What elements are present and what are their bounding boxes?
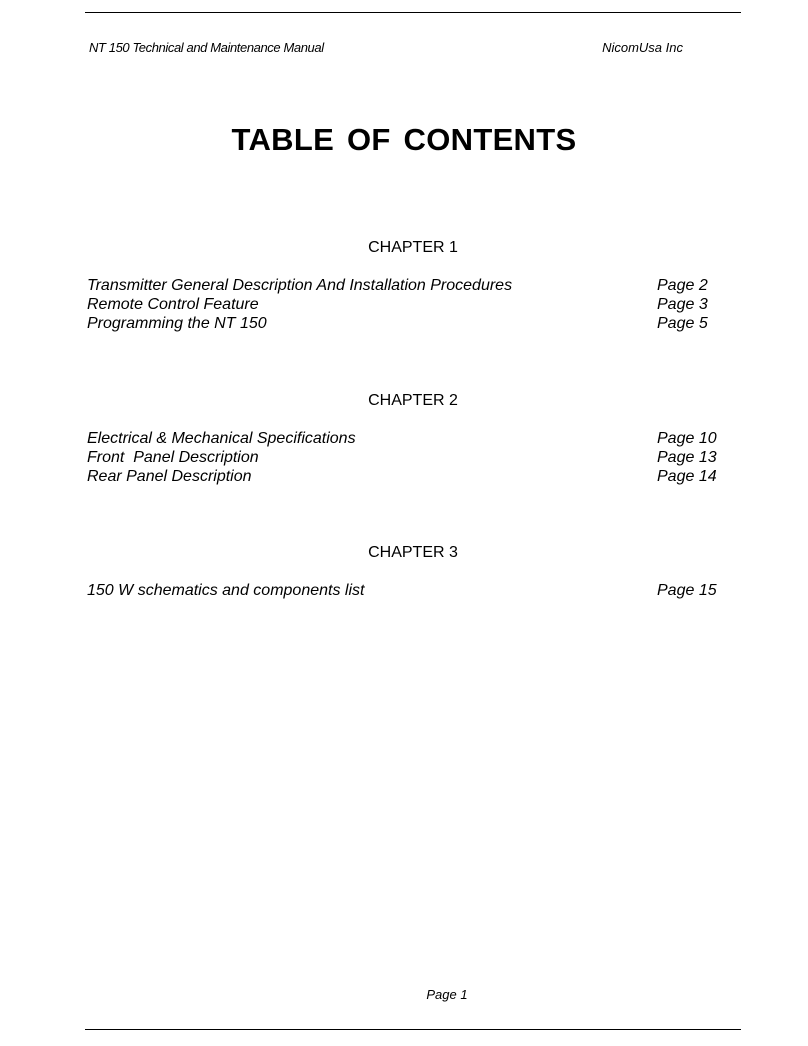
toc-entry-title: Rear Panel Description	[87, 468, 252, 485]
header-rule	[85, 12, 741, 13]
chapter-section	[0, 391, 808, 485]
toc-entry-title: Remote Control Feature	[87, 296, 259, 313]
toc-entry-title: 150 W schematics and components list	[87, 582, 365, 599]
page-number: Page 1	[426, 987, 468, 1002]
toc-entries	[87, 276, 727, 333]
toc-entry	[87, 295, 727, 314]
toc-entries	[87, 429, 727, 486]
toc-entry	[87, 467, 727, 486]
toc-entry-title: Electrical & Mechanical Specifications	[87, 430, 356, 447]
chapter-heading: CHAPTER 3	[368, 544, 458, 561]
toc-entry-title: Front Panel Description	[87, 449, 259, 466]
toc-entry	[87, 581, 727, 600]
toc-entries	[87, 581, 727, 600]
toc-entry	[87, 448, 727, 467]
manual-title: NT 150 Technical and Maintenance Manual	[89, 40, 324, 55]
toc-entry-title: Programming the NT 150	[87, 315, 267, 332]
toc-entry-title: Transmitter General Description And Installation Procedures	[87, 277, 513, 294]
footer-rule	[85, 1029, 741, 1030]
toc-entry-page: Page 15	[657, 582, 717, 599]
toc-entry	[87, 276, 727, 295]
toc-entry-page: Page 5	[657, 315, 708, 332]
toc-entry-page: Page 13	[657, 449, 717, 466]
company-name: NicomUsa Inc	[602, 40, 683, 55]
toc-entry	[87, 314, 727, 333]
toc-entry-page: Page 14	[657, 468, 717, 485]
chapter-section	[0, 238, 808, 332]
chapter-heading: CHAPTER 1	[368, 239, 458, 256]
toc-entry-page: Page 10	[657, 430, 717, 447]
toc-entry-page: Page 2	[657, 277, 708, 294]
toc-entry	[87, 429, 727, 448]
chapter-section	[0, 543, 808, 599]
toc-entry-page: Page 3	[657, 296, 708, 313]
page-title: TABLE OF CONTENTS	[231, 122, 577, 157]
chapter-heading: CHAPTER 2	[368, 392, 458, 409]
